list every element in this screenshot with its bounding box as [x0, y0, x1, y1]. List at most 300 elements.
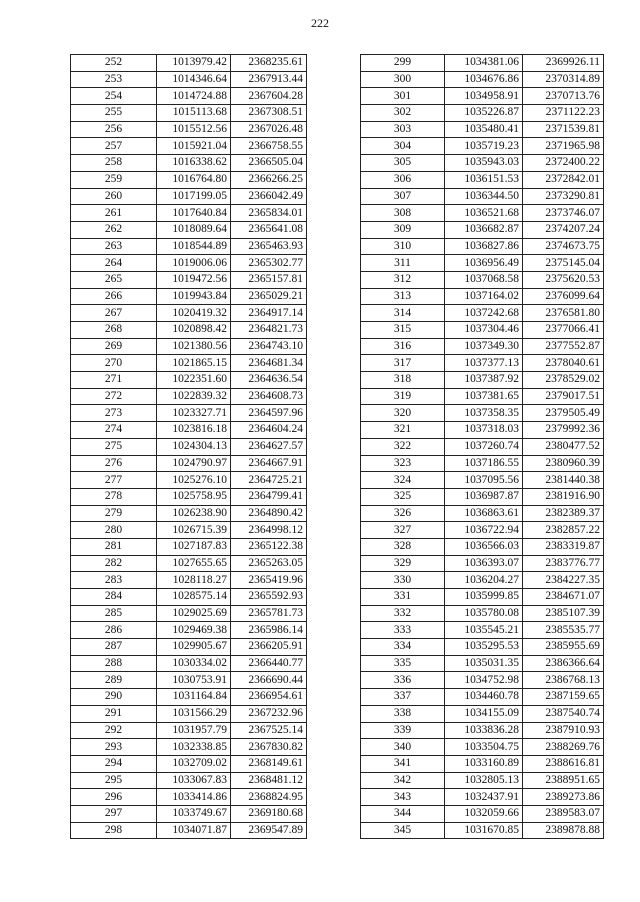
- y-coordinate-cell: 2365986.14: [231, 622, 307, 639]
- y-coordinate-cell: 2364890.42: [231, 505, 307, 522]
- table-row: [361, 388, 604, 405]
- y-coordinate-cell: 2372842.01: [523, 171, 604, 188]
- point-number-cell: 320: [361, 405, 445, 422]
- table-row: [361, 455, 604, 472]
- x-coordinate-cell: 1036987.87: [445, 488, 523, 505]
- y-coordinate-cell: 2371965.98: [523, 138, 604, 155]
- point-number-cell: 334: [361, 639, 445, 656]
- y-coordinate-cell: 2368824.95: [231, 789, 307, 806]
- point-number-cell: 290: [71, 689, 157, 706]
- y-coordinate-cell: 2387159.65: [523, 689, 604, 706]
- y-coordinate-cell: 2366440.77: [231, 655, 307, 672]
- point-number-cell: 341: [361, 755, 445, 772]
- y-coordinate-cell: 2369547.89: [231, 822, 307, 839]
- point-number-cell: 303: [361, 121, 445, 138]
- table-row: [71, 372, 307, 389]
- table-row: [361, 805, 604, 822]
- y-coordinate-cell: 2389878.88: [523, 822, 604, 839]
- y-coordinate-cell: 2368149.61: [231, 755, 307, 772]
- y-coordinate-cell: 2388269.76: [523, 739, 604, 756]
- table-row: [71, 105, 307, 122]
- y-coordinate-cell: 2365122.38: [231, 538, 307, 555]
- x-coordinate-cell: 1032437.91: [445, 789, 523, 806]
- table-row: [361, 722, 604, 739]
- table-row: [361, 271, 604, 288]
- y-coordinate-cell: 2385535.77: [523, 622, 604, 639]
- point-number-cell: 271: [71, 372, 157, 389]
- x-coordinate-cell: 1021865.15: [157, 355, 231, 372]
- x-coordinate-cell: 1035545.21: [445, 622, 523, 639]
- point-number-cell: 326: [361, 505, 445, 522]
- x-coordinate-cell: 1037349.30: [445, 338, 523, 355]
- table-row: [71, 772, 307, 789]
- y-coordinate-cell: 2365592.93: [231, 589, 307, 606]
- point-number-cell: 305: [361, 155, 445, 172]
- table-row: [361, 338, 604, 355]
- x-coordinate-cell: 1032059.66: [445, 805, 523, 822]
- x-coordinate-cell: 1031957.79: [157, 722, 231, 739]
- y-coordinate-cell: 2369926.11: [523, 55, 604, 72]
- x-coordinate-cell: 1037377.13: [445, 355, 523, 372]
- table-row: [361, 238, 604, 255]
- table-row: [71, 805, 307, 822]
- y-coordinate-cell: 2379992.36: [523, 422, 604, 439]
- y-coordinate-cell: 2386768.13: [523, 672, 604, 689]
- table-row: [71, 572, 307, 589]
- table-row: [71, 789, 307, 806]
- table-row: [71, 488, 307, 505]
- point-number-cell: 288: [71, 655, 157, 672]
- point-number-cell: 254: [71, 88, 157, 105]
- point-number-cell: 321: [361, 422, 445, 439]
- x-coordinate-cell: 1024790.97: [157, 455, 231, 472]
- y-coordinate-cell: 2366758.55: [231, 138, 307, 155]
- y-coordinate-cell: 2389273.86: [523, 789, 604, 806]
- point-number-cell: 314: [361, 305, 445, 322]
- y-coordinate-cell: 2384671.07: [523, 589, 604, 606]
- y-coordinate-cell: 2367026.48: [231, 121, 307, 138]
- y-coordinate-cell: 2367830.82: [231, 739, 307, 756]
- point-number-cell: 317: [361, 355, 445, 372]
- x-coordinate-cell: 1030753.91: [157, 672, 231, 689]
- x-coordinate-cell: 1019472.56: [157, 271, 231, 288]
- table-row: [71, 322, 307, 339]
- table-row: [361, 822, 604, 839]
- x-coordinate-cell: 1035226.87: [445, 105, 523, 122]
- table-row: [71, 355, 307, 372]
- table-row: [71, 288, 307, 305]
- x-coordinate-cell: 1034676.86: [445, 71, 523, 88]
- y-coordinate-cell: 2368235.61: [231, 55, 307, 72]
- point-number-cell: 323: [361, 455, 445, 472]
- y-coordinate-cell: 2385107.39: [523, 605, 604, 622]
- table-row: [361, 538, 604, 555]
- point-number-cell: 266: [71, 288, 157, 305]
- table-row: [71, 605, 307, 622]
- table-row: [361, 55, 604, 72]
- table-row: [361, 739, 604, 756]
- y-coordinate-cell: 2370314.89: [523, 71, 604, 88]
- table-row: [71, 205, 307, 222]
- point-number-cell: 284: [71, 589, 157, 606]
- y-coordinate-cell: 2365463.93: [231, 238, 307, 255]
- table-row: [71, 55, 307, 72]
- point-number-cell: 269: [71, 338, 157, 355]
- table-row: [361, 655, 604, 672]
- table-row: [361, 138, 604, 155]
- y-coordinate-cell: 2375145.04: [523, 255, 604, 272]
- point-number-cell: 333: [361, 622, 445, 639]
- point-number-cell: 252: [71, 55, 157, 72]
- point-number-cell: 281: [71, 538, 157, 555]
- x-coordinate-cell: 1033836.28: [445, 722, 523, 739]
- y-coordinate-cell: 2369180.68: [231, 805, 307, 822]
- y-coordinate-cell: 2366690.44: [231, 672, 307, 689]
- table-row: [71, 138, 307, 155]
- table-row: [71, 121, 307, 138]
- point-number-cell: 338: [361, 705, 445, 722]
- table-row: [71, 338, 307, 355]
- y-coordinate-cell: 2389583.07: [523, 805, 604, 822]
- point-number-cell: 257: [71, 138, 157, 155]
- table-row: [71, 472, 307, 489]
- x-coordinate-cell: 1033160.89: [445, 755, 523, 772]
- table-row: [361, 71, 604, 88]
- x-coordinate-cell: 1019006.06: [157, 255, 231, 272]
- point-number-cell: 312: [361, 271, 445, 288]
- x-coordinate-cell: 1034155.09: [445, 705, 523, 722]
- y-coordinate-cell: 2365302.77: [231, 255, 307, 272]
- x-coordinate-cell: 1018544.89: [157, 238, 231, 255]
- point-number-cell: 301: [361, 88, 445, 105]
- table-row: [361, 605, 604, 622]
- y-coordinate-cell: 2366042.49: [231, 188, 307, 205]
- point-number-cell: 259: [71, 171, 157, 188]
- y-coordinate-cell: 2364681.34: [231, 355, 307, 372]
- y-coordinate-cell: 2384227.35: [523, 572, 604, 589]
- x-coordinate-cell: 1037095.56: [445, 472, 523, 489]
- point-number-cell: 319: [361, 388, 445, 405]
- point-number-cell: 345: [361, 822, 445, 839]
- point-number-cell: 311: [361, 255, 445, 272]
- table-row: [71, 622, 307, 639]
- x-coordinate-cell: 1015921.04: [157, 138, 231, 155]
- table-row: [361, 105, 604, 122]
- table-row: [71, 655, 307, 672]
- point-number-cell: 264: [71, 255, 157, 272]
- point-number-cell: 330: [361, 572, 445, 589]
- point-number-cell: 278: [71, 488, 157, 505]
- y-coordinate-cell: 2388616.81: [523, 755, 604, 772]
- page-number: 222: [311, 16, 329, 30]
- y-coordinate-cell: 2367308.51: [231, 105, 307, 122]
- table-row: [361, 255, 604, 272]
- point-number-cell: 318: [361, 372, 445, 389]
- table-row: [71, 405, 307, 422]
- coordinate-table-right: [360, 54, 604, 839]
- x-coordinate-cell: 1037358.35: [445, 405, 523, 422]
- x-coordinate-cell: 1037186.55: [445, 455, 523, 472]
- table-row: [71, 155, 307, 172]
- point-number-cell: 286: [71, 622, 157, 639]
- point-number-cell: 274: [71, 422, 157, 439]
- table-row: [361, 88, 604, 105]
- x-coordinate-cell: 1014724.88: [157, 88, 231, 105]
- y-coordinate-cell: 2368481.12: [231, 772, 307, 789]
- table-row: [361, 372, 604, 389]
- y-coordinate-cell: 2371122.23: [523, 105, 604, 122]
- y-coordinate-cell: 2379017.51: [523, 388, 604, 405]
- y-coordinate-cell: 2378529.02: [523, 372, 604, 389]
- table-row: [71, 221, 307, 238]
- y-coordinate-cell: 2365157.81: [231, 271, 307, 288]
- table-row: [71, 822, 307, 839]
- table-row: [71, 555, 307, 572]
- x-coordinate-cell: 1032805.13: [445, 772, 523, 789]
- y-coordinate-cell: 2364667.91: [231, 455, 307, 472]
- y-coordinate-cell: 2374673.75: [523, 238, 604, 255]
- table-row: [361, 322, 604, 339]
- y-coordinate-cell: 2365029.21: [231, 288, 307, 305]
- y-coordinate-cell: 2366954.61: [231, 689, 307, 706]
- x-coordinate-cell: 1034958.91: [445, 88, 523, 105]
- point-number-cell: 337: [361, 689, 445, 706]
- x-coordinate-cell: 1034381.06: [445, 55, 523, 72]
- point-number-cell: 300: [361, 71, 445, 88]
- x-coordinate-cell: 1016764.80: [157, 171, 231, 188]
- x-coordinate-cell: 1014346.64: [157, 71, 231, 88]
- x-coordinate-cell: 1036956.49: [445, 255, 523, 272]
- table-row: [71, 455, 307, 472]
- y-coordinate-cell: 2364597.96: [231, 405, 307, 422]
- y-coordinate-cell: 2374207.24: [523, 221, 604, 238]
- point-number-cell: 293: [71, 739, 157, 756]
- table-row: [361, 438, 604, 455]
- point-number-cell: 289: [71, 672, 157, 689]
- x-coordinate-cell: 1029469.38: [157, 622, 231, 639]
- point-number-cell: 328: [361, 538, 445, 555]
- y-coordinate-cell: 2366266.25: [231, 171, 307, 188]
- y-coordinate-cell: 2364725.21: [231, 472, 307, 489]
- y-coordinate-cell: 2387910.93: [523, 722, 604, 739]
- y-coordinate-cell: 2366505.04: [231, 155, 307, 172]
- x-coordinate-cell: 1015512.56: [157, 121, 231, 138]
- point-number-cell: 256: [71, 121, 157, 138]
- point-number-cell: 308: [361, 205, 445, 222]
- x-coordinate-cell: 1035943.03: [445, 155, 523, 172]
- point-number-cell: 331: [361, 589, 445, 606]
- point-number-cell: 324: [361, 472, 445, 489]
- x-coordinate-cell: 1037164.02: [445, 288, 523, 305]
- table-row: [361, 639, 604, 656]
- table-row: [71, 438, 307, 455]
- x-coordinate-cell: 1035719.23: [445, 138, 523, 155]
- point-number-cell: 268: [71, 322, 157, 339]
- table-row: [361, 305, 604, 322]
- coordinate-table-left: [70, 54, 307, 839]
- x-coordinate-cell: 1015113.68: [157, 105, 231, 122]
- x-coordinate-cell: 1032338.85: [157, 739, 231, 756]
- point-number-cell: 253: [71, 71, 157, 88]
- x-coordinate-cell: 1016338.62: [157, 155, 231, 172]
- x-coordinate-cell: 1036682.87: [445, 221, 523, 238]
- point-number-cell: 295: [71, 772, 157, 789]
- point-number-cell: 265: [71, 271, 157, 288]
- table-row: [71, 755, 307, 772]
- x-coordinate-cell: 1025758.95: [157, 488, 231, 505]
- y-coordinate-cell: 2377552.87: [523, 338, 604, 355]
- table-row: [361, 155, 604, 172]
- x-coordinate-cell: 1037068.58: [445, 271, 523, 288]
- point-number-cell: 327: [361, 522, 445, 539]
- x-coordinate-cell: 1037304.46: [445, 322, 523, 339]
- point-number-cell: 279: [71, 505, 157, 522]
- x-coordinate-cell: 1034460.78: [445, 689, 523, 706]
- point-number-cell: 307: [361, 188, 445, 205]
- point-number-cell: 261: [71, 205, 157, 222]
- x-coordinate-cell: 1035780.08: [445, 605, 523, 622]
- table-row: [361, 689, 604, 706]
- y-coordinate-cell: 2376099.64: [523, 288, 604, 305]
- x-coordinate-cell: 1031670.85: [445, 822, 523, 839]
- y-coordinate-cell: 2370713.76: [523, 88, 604, 105]
- table-row: [71, 305, 307, 322]
- point-number-cell: 267: [71, 305, 157, 322]
- table-row: [361, 505, 604, 522]
- y-coordinate-cell: 2382857.22: [523, 522, 604, 539]
- point-number-cell: 332: [361, 605, 445, 622]
- y-coordinate-cell: 2383776.77: [523, 555, 604, 572]
- table-row: [361, 555, 604, 572]
- y-coordinate-cell: 2379505.49: [523, 405, 604, 422]
- point-number-cell: 262: [71, 221, 157, 238]
- point-number-cell: 276: [71, 455, 157, 472]
- x-coordinate-cell: 1036344.50: [445, 188, 523, 205]
- point-number-cell: 277: [71, 472, 157, 489]
- y-coordinate-cell: 2364627.57: [231, 438, 307, 455]
- y-coordinate-cell: 2365263.05: [231, 555, 307, 572]
- table-row: [71, 505, 307, 522]
- y-coordinate-cell: 2383319.87: [523, 538, 604, 555]
- x-coordinate-cell: 1030334.02: [157, 655, 231, 672]
- x-coordinate-cell: 1036151.53: [445, 171, 523, 188]
- y-coordinate-cell: 2373746.07: [523, 205, 604, 222]
- x-coordinate-cell: 1033749.67: [157, 805, 231, 822]
- point-number-cell: 322: [361, 438, 445, 455]
- x-coordinate-cell: 1027187.83: [157, 538, 231, 555]
- x-coordinate-cell: 1020419.32: [157, 305, 231, 322]
- y-coordinate-cell: 2364608.73: [231, 388, 307, 405]
- point-number-cell: 270: [71, 355, 157, 372]
- x-coordinate-cell: 1031566.29: [157, 705, 231, 722]
- x-coordinate-cell: 1020898.42: [157, 322, 231, 339]
- point-number-cell: 325: [361, 488, 445, 505]
- x-coordinate-cell: 1019943.84: [157, 288, 231, 305]
- y-coordinate-cell: 2366205.91: [231, 639, 307, 656]
- point-number-cell: 313: [361, 288, 445, 305]
- table-row: [71, 722, 307, 739]
- x-coordinate-cell: 1035999.85: [445, 589, 523, 606]
- table-row: [361, 622, 604, 639]
- y-coordinate-cell: 2375620.53: [523, 271, 604, 288]
- table-row: [71, 271, 307, 288]
- x-coordinate-cell: 1033504.75: [445, 739, 523, 756]
- y-coordinate-cell: 2367525.14: [231, 722, 307, 739]
- y-coordinate-cell: 2382389.37: [523, 505, 604, 522]
- x-coordinate-cell: 1035031.35: [445, 655, 523, 672]
- table-row: [361, 789, 604, 806]
- x-coordinate-cell: 1028575.14: [157, 589, 231, 606]
- y-coordinate-cell: 2364799.41: [231, 488, 307, 505]
- table-row: [361, 188, 604, 205]
- x-coordinate-cell: 1025276.10: [157, 472, 231, 489]
- y-coordinate-cell: 2387540.74: [523, 705, 604, 722]
- point-number-cell: 344: [361, 805, 445, 822]
- point-number-cell: 329: [361, 555, 445, 572]
- point-number-cell: 315: [361, 322, 445, 339]
- table-row: [71, 255, 307, 272]
- y-coordinate-cell: 2373290.81: [523, 188, 604, 205]
- table-row: [361, 221, 604, 238]
- point-number-cell: 310: [361, 238, 445, 255]
- point-number-cell: 302: [361, 105, 445, 122]
- table-row: [71, 88, 307, 105]
- y-coordinate-cell: 2386366.64: [523, 655, 604, 672]
- y-coordinate-cell: 2365781.73: [231, 605, 307, 622]
- y-coordinate-cell: 2377066.41: [523, 322, 604, 339]
- point-number-cell: 287: [71, 639, 157, 656]
- table-row: [361, 705, 604, 722]
- point-number-cell: 258: [71, 155, 157, 172]
- table-row: [71, 71, 307, 88]
- table-row: [361, 171, 604, 188]
- x-coordinate-cell: 1017640.84: [157, 205, 231, 222]
- x-coordinate-cell: 1036827.86: [445, 238, 523, 255]
- x-coordinate-cell: 1026715.39: [157, 522, 231, 539]
- point-number-cell: 306: [361, 171, 445, 188]
- point-number-cell: 343: [361, 789, 445, 806]
- x-coordinate-cell: 1034071.87: [157, 822, 231, 839]
- table-row: [361, 589, 604, 606]
- table-row: [71, 388, 307, 405]
- x-coordinate-cell: 1037242.68: [445, 305, 523, 322]
- x-coordinate-cell: 1036393.07: [445, 555, 523, 572]
- x-coordinate-cell: 1032709.02: [157, 755, 231, 772]
- x-coordinate-cell: 1027655.65: [157, 555, 231, 572]
- point-number-cell: 298: [71, 822, 157, 839]
- point-number-cell: 273: [71, 405, 157, 422]
- x-coordinate-cell: 1036722.94: [445, 522, 523, 539]
- y-coordinate-cell: 2385955.69: [523, 639, 604, 656]
- x-coordinate-cell: 1029025.69: [157, 605, 231, 622]
- table-row: [361, 488, 604, 505]
- x-coordinate-cell: 1023816.18: [157, 422, 231, 439]
- y-coordinate-cell: 2380960.39: [523, 455, 604, 472]
- x-coordinate-cell: 1021380.56: [157, 338, 231, 355]
- point-number-cell: 297: [71, 805, 157, 822]
- y-coordinate-cell: 2365419.96: [231, 572, 307, 589]
- x-coordinate-cell: 1036204.27: [445, 572, 523, 589]
- y-coordinate-cell: 2380477.52: [523, 438, 604, 455]
- x-coordinate-cell: 1026238.90: [157, 505, 231, 522]
- y-coordinate-cell: 2364917.14: [231, 305, 307, 322]
- point-number-cell: 340: [361, 739, 445, 756]
- table-row: [361, 472, 604, 489]
- y-coordinate-cell: 2381440.38: [523, 472, 604, 489]
- y-coordinate-cell: 2364636.54: [231, 372, 307, 389]
- table-row: [361, 755, 604, 772]
- x-coordinate-cell: 1033414.86: [157, 789, 231, 806]
